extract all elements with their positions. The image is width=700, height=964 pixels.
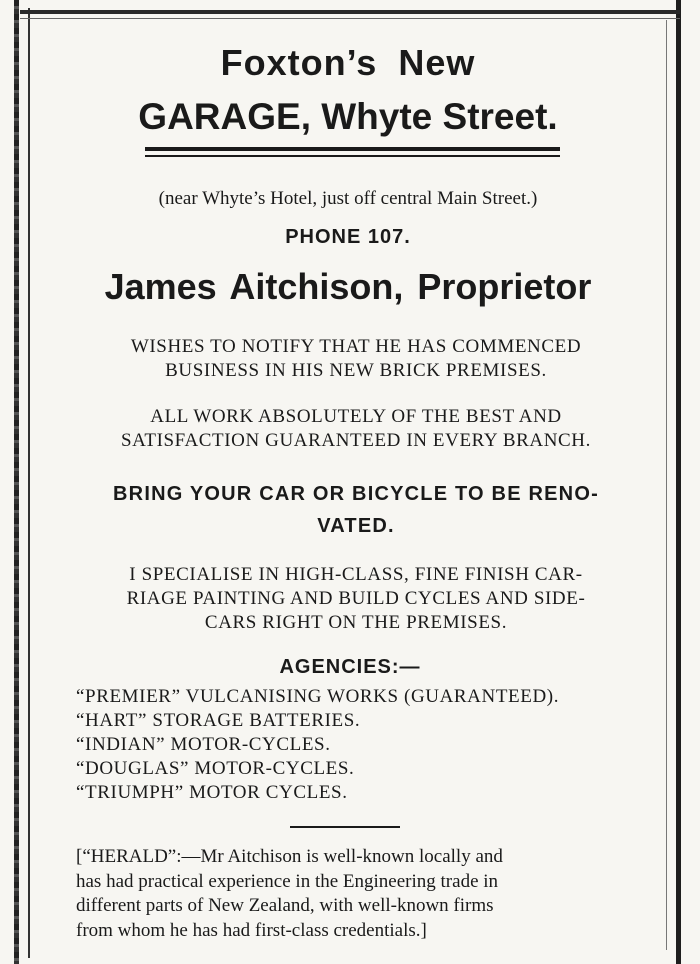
herald-line: [“HERALD”:—Mr Aitchison is well-known locally and bbox=[76, 846, 503, 867]
herald-note bbox=[76, 845, 628, 943]
agency-item: “INDIAN” MOTOR-CYCLES. bbox=[76, 734, 331, 755]
work-line: ALL WORK ABSOLUTELY OF THE BEST AND bbox=[150, 406, 562, 427]
left-inner-rule bbox=[28, 8, 30, 958]
headline-line-2: GARAGE, Whyte Street. bbox=[138, 96, 558, 137]
agency-item: “TRIUMPH” MOTOR CYCLES. bbox=[76, 782, 348, 803]
work-line: SATISFACTION GUARANTEED IN EVERY BRANCH. bbox=[121, 430, 591, 451]
agency-item: “DOUGLAS” MOTOR-CYCLES. bbox=[76, 758, 355, 779]
specialise-paragraph bbox=[76, 563, 636, 635]
proprietor-name: James Aitchison, Proprietor bbox=[104, 266, 592, 307]
herald-line: from whom he has had first-class credentials.] bbox=[76, 919, 427, 941]
top-border bbox=[20, 10, 680, 14]
headline-line-1: Foxton’s New bbox=[220, 42, 476, 83]
agency-item: “HART” STORAGE BATTERIES. bbox=[76, 710, 361, 731]
location-note: (near Whyte’s Hotel, just off central Main Street.) bbox=[158, 188, 538, 209]
top-inner-rule bbox=[20, 18, 680, 19]
agency-item: “PREMIER” VULCANISING WORKS (GUARANTEED). bbox=[76, 686, 560, 707]
headline-thick-rule bbox=[145, 147, 560, 151]
specialise-line: RIAGE PAINTING AND BUILD CYCLES AND SIDE- bbox=[126, 588, 586, 609]
headline-thin-rule bbox=[145, 155, 560, 157]
section-divider bbox=[290, 826, 400, 828]
agencies-list bbox=[76, 685, 676, 805]
specialise-line: I SPECIALISE IN HIGH-CLASS, FINE FINISH CAR- bbox=[129, 564, 583, 585]
right-inner-rule bbox=[666, 20, 667, 950]
herald-line: different parts of New Zealand, with well-known firms bbox=[76, 895, 494, 916]
work-paragraph bbox=[76, 405, 636, 453]
notify-line: WISHES TO NOTIFY THAT HE HAS COMMENCED bbox=[130, 336, 582, 357]
notify-line: BUSINESS IN HIS NEW BRICK PREMISES. bbox=[165, 360, 547, 381]
specialise-line: CARS RIGHT ON THE PREMISES. bbox=[204, 612, 508, 633]
herald-line: has had practical experience in the Engineering trade in bbox=[76, 870, 499, 892]
agencies-heading: AGENCIES:— bbox=[279, 656, 421, 678]
right-column-border bbox=[676, 0, 681, 964]
notify-paragraph bbox=[76, 335, 636, 383]
bring-line: VATED. bbox=[317, 515, 395, 537]
phone-number: PHONE 107. bbox=[285, 226, 411, 248]
bring-paragraph bbox=[76, 478, 636, 542]
left-column-border bbox=[14, 0, 19, 964]
bring-line: BRING YOUR CAR OR BICYCLE TO BE RENO- bbox=[113, 483, 599, 505]
